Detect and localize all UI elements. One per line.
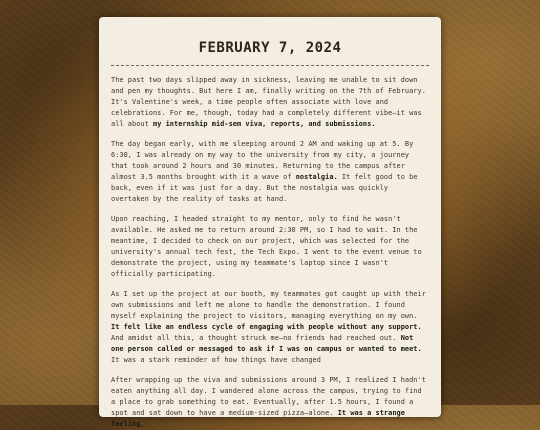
emphasized-text: It was a strange feeling, [111,409,405,428]
entry-date-title: FEBRUARY 7, 2024 [198,40,342,56]
paragraph-text: The past two days slipped away in sickness, leaving me unable to sit down and pen my thoughts. But here I am, finally writing on the 7th of February. It's Valentine's week, a time people often associate with love and celebrations. For me, though, today had a completely different vibe—it was all about [111,76,426,128]
paragraph-text: It felt good to be back, even if it was just for a day. But the nostalgia was quickly overtaken by the reality of tasks at hand. [111,173,418,203]
title-divider [111,65,429,66]
journal-page [99,17,441,428]
entry-body [111,75,429,430]
paragraph-text: The day began early, with me sleeping around 2 AM and waking up at 5. By 6:30, I was already on my way to the university from my city, a journey that took around 2 hours and 30 minutes. Returning to the campus after almost 3.5 months brought with it a wave of [111,140,414,181]
entry-paragraph [111,289,429,366]
paragraph-text: After wrapping up the viva and submissions around 3 PM, I realized I hadn't eaten anything all day. I wandered alone across the campus, trying to find a place to grab something to eat. Eventually, after 1.5 hours, I found a spot and sat down to have a medium-sized pizza—alone. [111,376,426,417]
paragraph-text: And amidst all this, a thought struck me—no friends had reached out. [111,334,401,342]
emphasized-text: nostalgia. [295,173,338,181]
entry-paragraph [111,214,429,280]
entry-paragraph [111,75,429,130]
emphasized-text: Not one person called or messaged to ask if I was on campus or wanted to meet. [111,334,422,353]
paragraph-text: It was a stark reminder of how things have changed [111,356,321,364]
entry-paragraph [111,375,429,430]
emphasized-text: my internship mid-sem viva, reports, and submissions. [153,120,376,128]
emphasized-text: It felt like an endless cycle of engaging with people without any support. [111,323,422,331]
paragraph-text: Upon reaching, I headed straight to my mentor, only to find he wasn't available. He asked me to return around 2:30 PM, so I had to wait. In the meantime, I decided to check on our project, which was selected for the university's annual tech fest, the Tech Expo. I went to the event venue to demonstrate the project, using my teammate's laptop since I wasn't officially participating. [111,215,422,278]
paragraph-text: As I set up the project at our booth, my teammates got caught up with their own submissions and left me alone to handle the demonstration. I found myself explaining the project to visitors, managing everything on my own. [111,290,426,320]
entry-paragraph [111,139,429,205]
